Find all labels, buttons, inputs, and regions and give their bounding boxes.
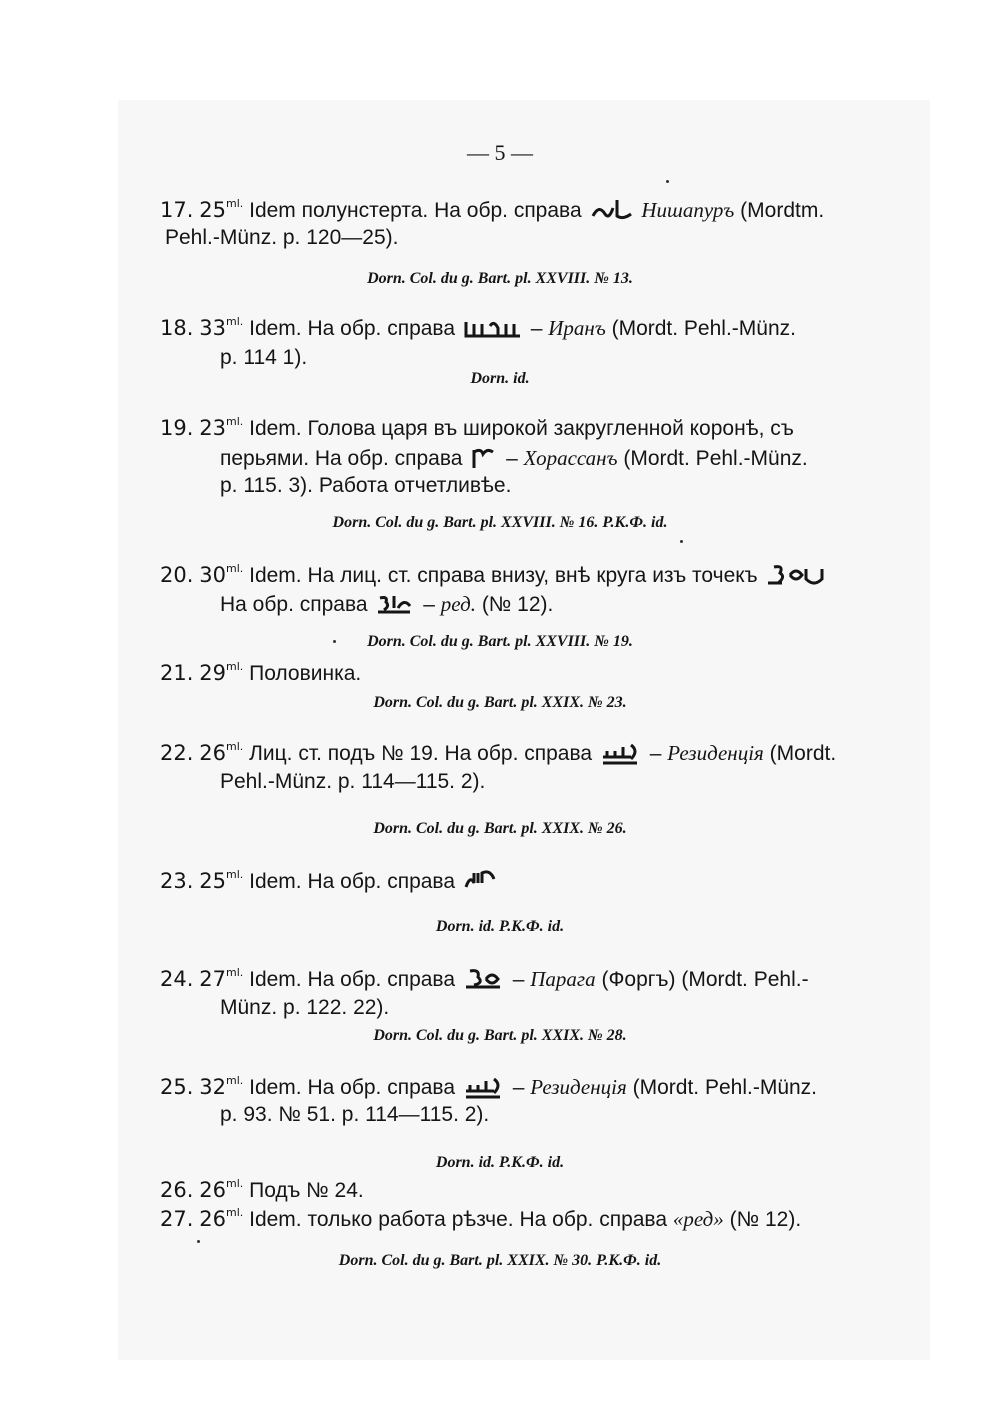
- entry-size: $26^{ml.}$: [199, 740, 244, 765]
- entry-25-reference: Dorn. id. Р.К.Ф. id.: [435, 1154, 565, 1171]
- entry-number: 19.: [160, 416, 194, 440]
- entry-text: Idem полунстерта. На обр. справа: [249, 199, 582, 222]
- entry-number: 22.: [160, 741, 194, 765]
- entry-size: $26^{ml.}$: [199, 1177, 244, 1202]
- entry-20-reference: Dorn. Col. du g. Bart. pl. XXVIII. № 19.: [367, 633, 633, 650]
- page-number: — 5 —: [467, 140, 533, 165]
- entry-text: Idem. На обр. справа: [249, 1076, 456, 1099]
- entry-number: 17.: [160, 198, 194, 222]
- entry-size: $32^{ml.}$: [199, 1074, 244, 1099]
- pahlavi-red-glyph: [376, 592, 414, 616]
- entry-text: Idem. На обр. справа: [249, 870, 456, 893]
- entry-25-line-1: 25. $32^{ml.}$ Idem. На обр. справа – Резиденція (Mordt. Pehl.-Münz.: [160, 1074, 818, 1099]
- entry-size: $23^{ml.}$: [199, 415, 244, 440]
- entry-size: $29^{ml.}$: [199, 660, 244, 685]
- place-name: Хорассанъ: [523, 446, 618, 470]
- entry-23-reference: Dorn. id. Р.К.Ф. id.: [435, 918, 565, 935]
- entry-17-line-2: Pehl.-Münz. p. 120—25).: [165, 226, 399, 249]
- entry-18-line-2: p. 114 1).: [220, 346, 308, 369]
- entry-size: $33^{ml.}$: [199, 315, 244, 340]
- place-name: Нишапуръ: [641, 198, 735, 222]
- entry-19-line-3: p. 115. 3). Работа отчетливѣе.: [220, 474, 512, 497]
- entry-number: 24.: [160, 967, 194, 991]
- entry-text: Idem. только работа рѣзче. На обр. справа: [249, 1208, 668, 1231]
- print-speck: [197, 1240, 200, 1243]
- entry-21-reference: Dorn. Col. du g. Bart. pl. XXIX. № 23.: [373, 694, 627, 711]
- entry-text: Idem. На обр. справа: [249, 317, 456, 340]
- entry-24-line-1: 24. $27^{ml.}$ Idem. На обр. справа – Парага (Форгъ) (Mordt. Pehl.-: [160, 966, 809, 991]
- entry-number: 21.: [160, 661, 194, 685]
- entry-17-line-1: 17. $25^{ml.}$ Idem полунстерта. На обр. справа Нишапуръ (Mordtm.: [160, 197, 825, 222]
- entry-24-reference: Dorn. Col. du g. Bart. pl. XXIX. № 28.: [373, 1027, 627, 1044]
- entry-text: Лиц. ст. подъ № 19. На обр. справа: [249, 742, 593, 765]
- print-speck: [666, 180, 669, 183]
- print-speck: [680, 540, 683, 543]
- place-name: Иранъ: [548, 316, 606, 340]
- entry-size: $25^{ml.}$: [199, 197, 244, 222]
- entry-19-line-2: перьями. На обр. справа – Хорассанъ (Mordt. Pehl.-Münz.: [220, 446, 808, 470]
- entry-25-line-2: p. 93. № 51. p. 114—115. 2).: [220, 1103, 490, 1126]
- entry-20-line-2: На обр. справа – ред. (№ 12).: [220, 592, 554, 616]
- place-name: Парага: [530, 967, 596, 991]
- entry-18-reference: Dorn. id.: [470, 370, 530, 387]
- place-name: Резиденція: [667, 741, 764, 765]
- entry-number: 26.: [160, 1178, 194, 1202]
- pahlavi-residence-glyph: [464, 1075, 504, 1099]
- entry-18-line-1: 18. $33^{ml.}$ Idem. На обр. справа – Иранъ (Mordt. Pehl.-Münz.: [160, 315, 796, 340]
- entry-24-line-2: Münz. p. 122. 22).: [220, 996, 390, 1019]
- entry-19-line-1: [160, 416, 794, 441]
- entry-size: $26^{ml.}$: [199, 1206, 244, 1231]
- entry-22-reference: Dorn. Col. du g. Bart. pl. XXIX. № 26.: [373, 820, 627, 837]
- entry-22-line-1: 22. $26^{ml.}$ Лиц. ст. подъ № 19. На обр. справа – Резиденція (Mordt.: [160, 740, 837, 765]
- entry-text: Половинка.: [249, 662, 362, 685]
- pahlavi-nishapur-glyph: [591, 196, 633, 222]
- pahlavi-residence-glyph: [601, 741, 641, 765]
- entry-text: Подъ № 24.: [249, 1179, 364, 1202]
- entry-17-reference: Dorn. Col. du g. Bart. pl. XXVIII. № 13.: [367, 270, 633, 287]
- entry-number: 25.: [160, 1075, 194, 1099]
- entry-20-line-1: [160, 563, 829, 588]
- pahlavi-obverse-glyph: [766, 563, 826, 587]
- print-speck: [333, 640, 336, 643]
- entry-19-reference: Dorn. Col. du g. Bart. pl. XXVIII. № 16. Р.К.Ф. id.: [332, 514, 668, 531]
- entry-text: Idem. На лиц. ст. справа внизу, внѣ круга изъ точекъ: [249, 564, 758, 587]
- entry-size: $25^{ml.}$: [199, 868, 244, 893]
- entry-number: 23.: [160, 869, 194, 893]
- entry-number: 20.: [160, 563, 194, 587]
- entry-27-line-1: 27. $26^{ml.}$ Idem. только работа рѣзче. На обр. справа «ред» (№ 12).: [160, 1206, 802, 1231]
- entry-23-line-1: [160, 869, 501, 894]
- entry-21-line-1: [160, 661, 361, 686]
- entry-26-line-1: [160, 1178, 364, 1203]
- place-name: «ред»: [672, 1207, 724, 1231]
- pahlavi-paraga-glyph: [464, 967, 504, 991]
- pahlavi-iran-glyph: [464, 316, 522, 340]
- entry-number: 18.: [160, 316, 194, 340]
- place-name: Резиденція: [530, 1075, 627, 1099]
- pahlavi-khorasan-glyph: [471, 446, 497, 470]
- entry-text: Idem. Голова царя въ широкой закругленной коронѣ, съ: [249, 417, 794, 440]
- place-name: ред.: [440, 592, 476, 616]
- entry-27-reference: Dorn. Col. du g. Bart. pl. XXIX. № 30. Р.К.Ф. id.: [338, 1252, 662, 1269]
- entry-22-line-2: Pehl.-Münz. p. 114—115. 2).: [220, 770, 486, 793]
- entry-text: Idem. На обр. справа: [249, 968, 456, 991]
- entry-number: 27.: [160, 1207, 194, 1231]
- entry-size: $27^{ml.}$: [199, 966, 244, 991]
- pahlavi-sin-glyph: [464, 869, 498, 893]
- entry-size: $30^{ml.}$: [199, 562, 244, 587]
